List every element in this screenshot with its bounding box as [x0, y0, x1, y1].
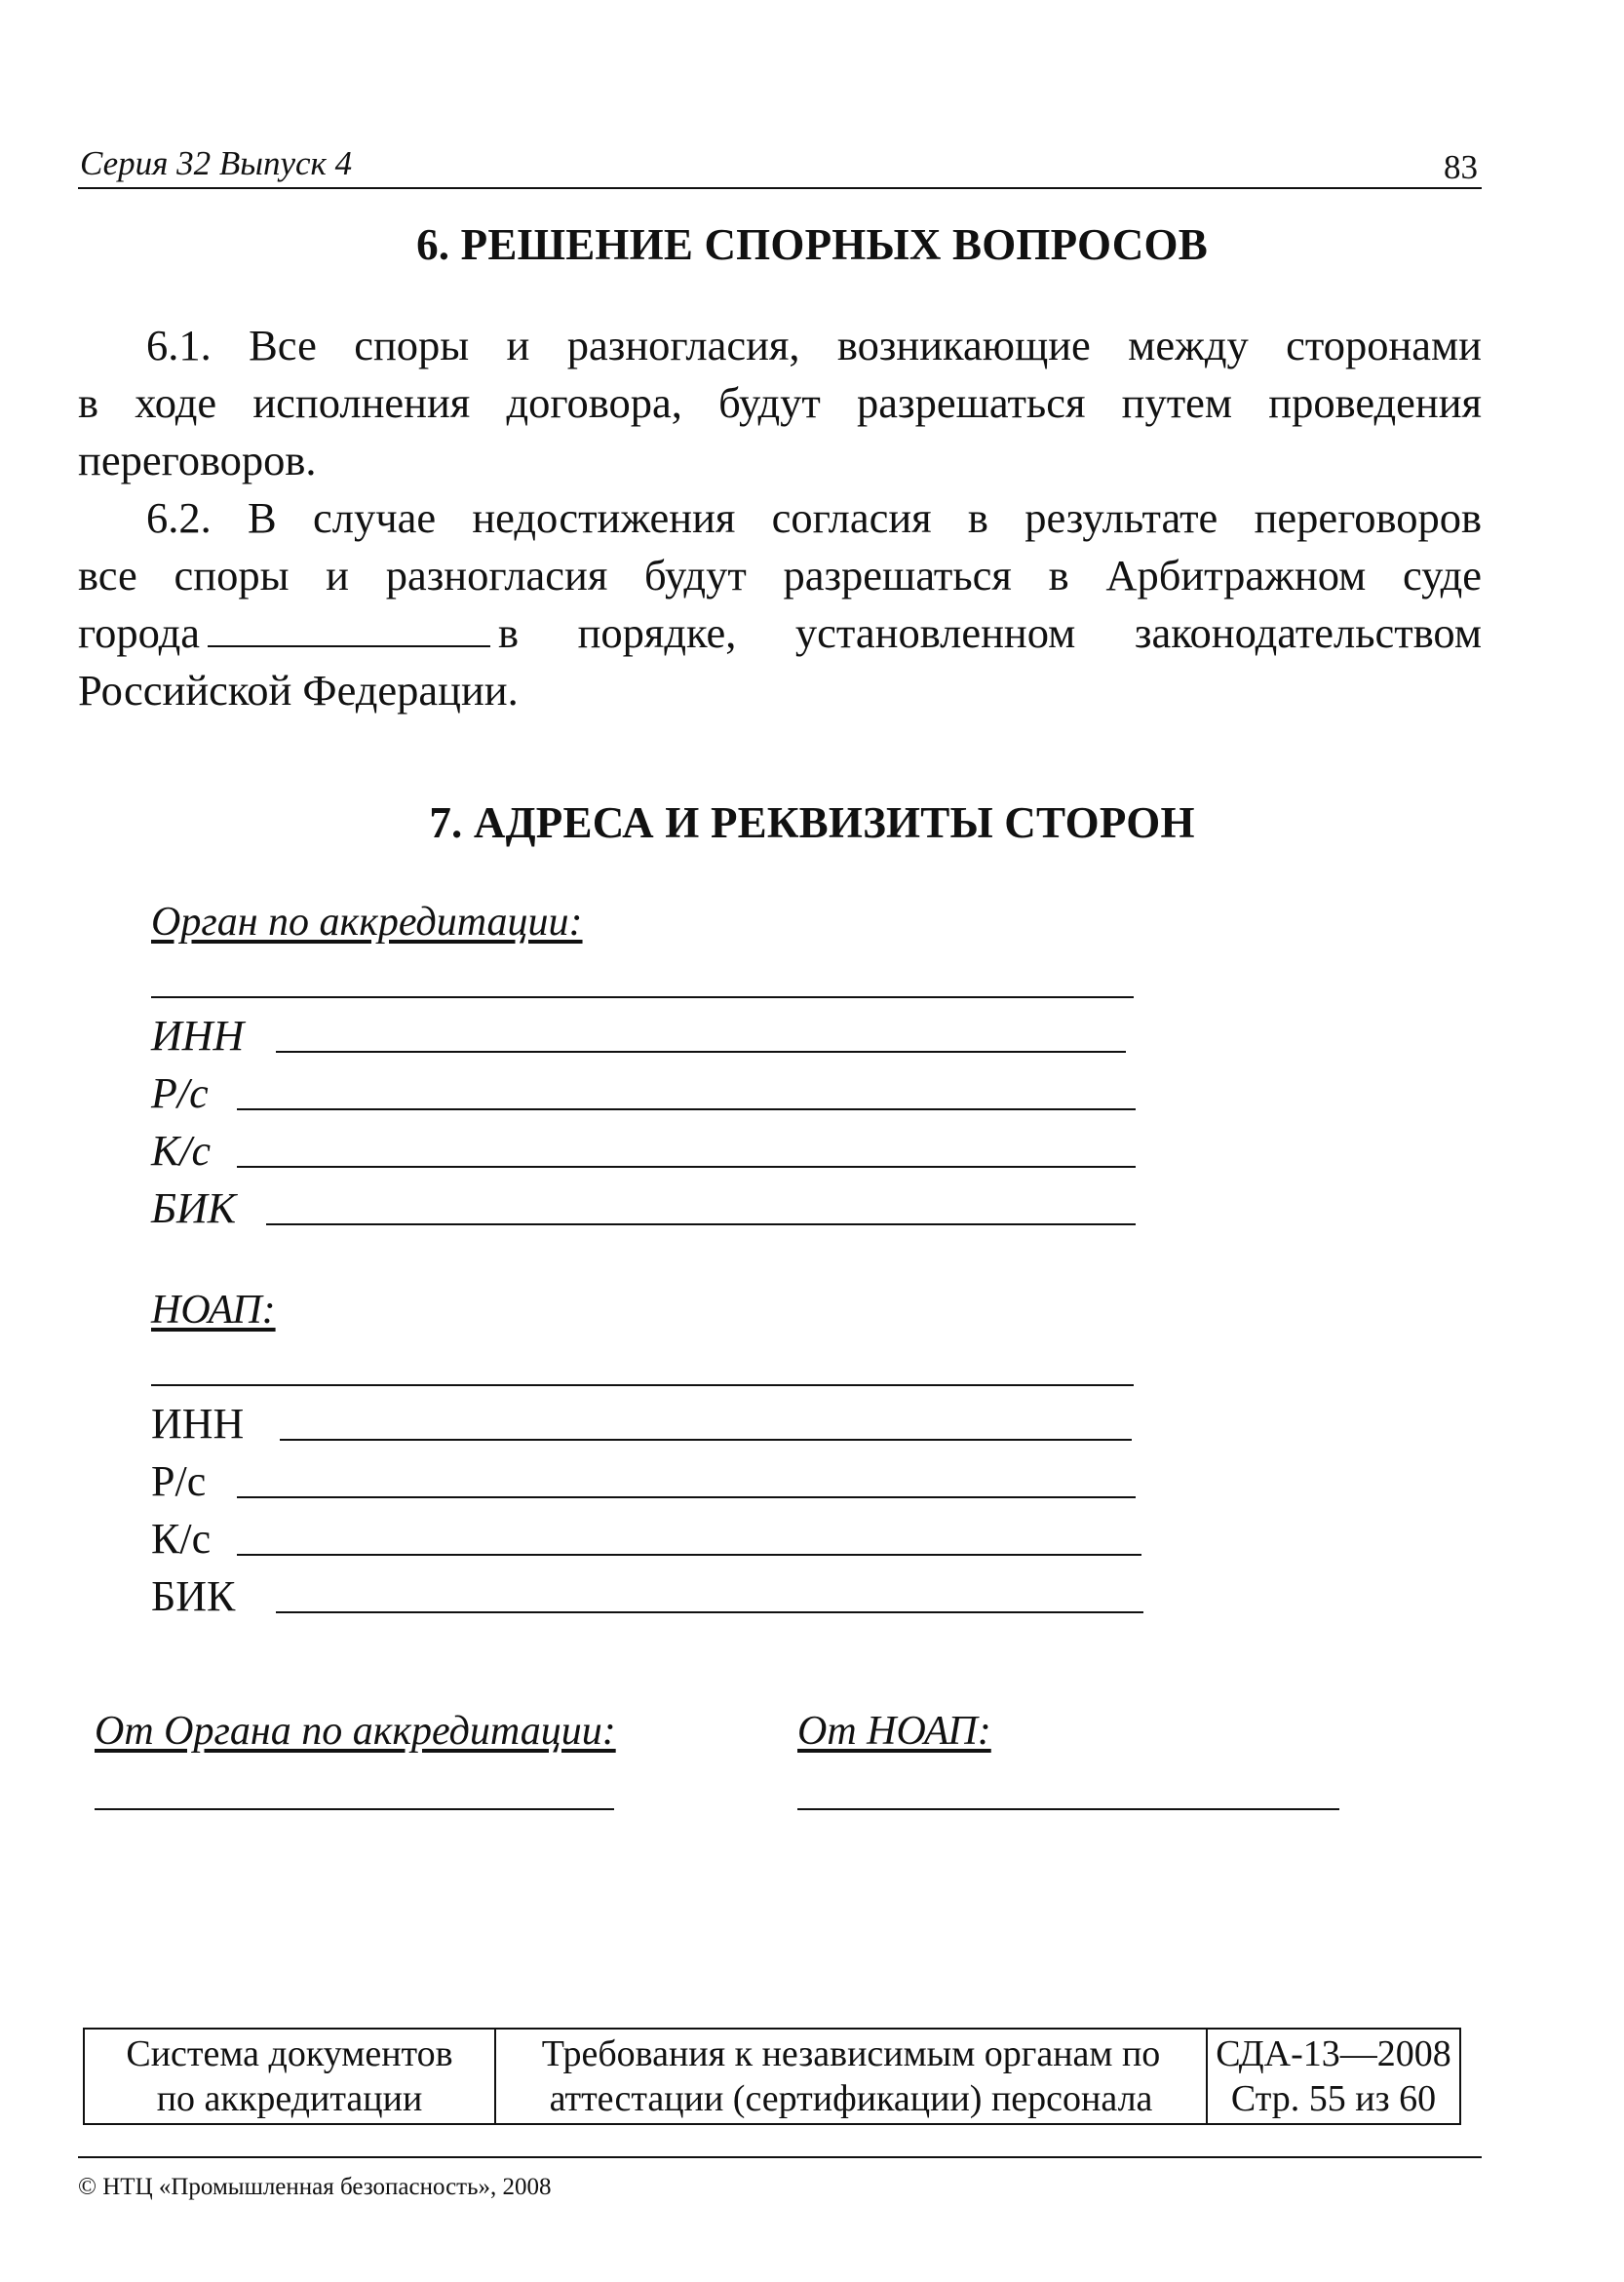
accreditation-bik-row [151, 1182, 1136, 1233]
inn-label: ИНН [151, 1400, 245, 1448]
paragraph-line-city [78, 604, 1482, 662]
noap-rs-row [151, 1455, 1138, 1506]
rs-label: Р/с [151, 1069, 209, 1117]
system-line-2: по аккредитации [156, 2078, 423, 2119]
rs-label: Р/с [151, 1457, 207, 1505]
document-code: СДА-13—2008 [1216, 2033, 1451, 2074]
accreditation-rs-row [151, 1067, 1136, 1118]
signature-noap-title: От НОАП: [797, 1709, 991, 1754]
series-label: Серия 32 Выпуск 4 [80, 144, 353, 182]
inn-line [276, 1051, 1126, 1053]
accreditation-ks-row [151, 1125, 1136, 1176]
page-of-total: Стр. 55 из 60 [1230, 2078, 1437, 2119]
city-after-text: в порядке, установленном законодательством [498, 608, 1482, 657]
accreditation-body-title: Орган по аккредитации: [151, 900, 583, 945]
system-line-1: Система документов [126, 2033, 453, 2074]
copyright: © НТЦ «Промышленная безопасность», 2008 [78, 2174, 552, 2200]
inn-line [280, 1439, 1132, 1441]
noap-title: НОАП: [151, 1288, 276, 1333]
requirements-line-2: аттестации (сертификации) персонала [549, 2078, 1153, 2119]
requirements-line-1: Требования к независимым органам по [541, 2033, 1161, 2074]
rs-line [237, 1496, 1136, 1498]
ks-line [237, 1166, 1136, 1168]
paragraph-line: все споры и разногласия будут разрешаться в Арбитражном суде [78, 551, 1482, 600]
signature-noap-line [797, 1808, 1339, 1810]
document-code-cell [1207, 2029, 1460, 2124]
noap-name-line [151, 1384, 1134, 1386]
noap-bik-row [151, 1570, 1143, 1621]
paragraph-line: переговоров. [78, 436, 317, 484]
paragraph-6-2 [78, 489, 1482, 719]
bik-label: БИК [151, 1184, 236, 1232]
paragraph-line: Российской Федерации. [78, 666, 519, 715]
requirements-cell [495, 2029, 1207, 2124]
paragraph-6-1 [78, 317, 1482, 489]
bik-line [266, 1223, 1136, 1225]
signature-accreditation-line [95, 1808, 614, 1810]
document-footer-table [83, 2028, 1461, 2125]
paragraph-line: 6.2. В случае недостижения согласия в результате переговоров [146, 493, 1482, 542]
system-cell [84, 2029, 495, 2124]
bik-line [276, 1611, 1143, 1613]
city-blank [208, 610, 490, 647]
ks-label: К/с [151, 1127, 211, 1175]
paragraph-line: в ходе исполнения договора, будут разрешаться путем проведения [78, 378, 1482, 427]
table-row [84, 2029, 1460, 2124]
inn-label: ИНН [151, 1012, 245, 1060]
paragraph-line: 6.1. Все споры и разногласия, возникающие между сторонами [146, 321, 1482, 369]
city-before-text: города [78, 608, 201, 657]
ks-line [237, 1554, 1141, 1556]
footer-rule [78, 2156, 1482, 2158]
page-header [78, 144, 1482, 189]
noap-inn-row [151, 1398, 1138, 1449]
accreditation-body-name-line [151, 996, 1134, 998]
page-number: 83 [1444, 148, 1478, 186]
ks-label: К/с [151, 1515, 212, 1563]
rs-line [237, 1108, 1136, 1110]
section-6-title: 6. РЕШЕНИЕ СПОРНЫХ ВОПРОСОВ [416, 220, 1208, 269]
signature-accreditation-title: От Органа по аккредитации: [95, 1709, 616, 1754]
bik-label: БИК [151, 1572, 236, 1620]
noap-ks-row [151, 1513, 1143, 1564]
section-7-title: 7. АДРЕСА И РЕКВИЗИТЫ СТОРОН [429, 798, 1195, 847]
accreditation-inn-row [151, 1010, 1136, 1061]
